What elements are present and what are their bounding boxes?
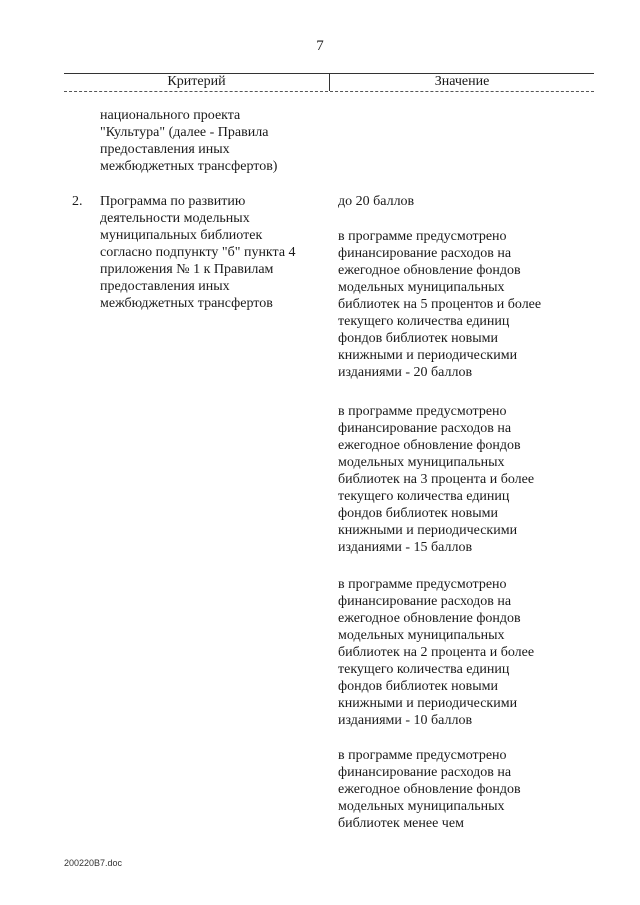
header-rule-bottom [64, 91, 594, 92]
value-option-10: в программе предусмотрено финансирование расходов на ежегодное обновление фондов модельных муниципальных библиотек на 2 процента и более текущего количества единиц фондов библиотек новыми книжными и периодическими изданиями - 10 баллов [338, 577, 535, 728]
value-max-score: до 20 баллов [338, 194, 415, 209]
row-number: 2. [72, 194, 83, 209]
value-option-15: в программе предусмотрено финансирование расходов на ежегодное обновление фондов модельных муниципальных библиотек на 3 процента и более текущего количества единиц фондов библиотек новыми книжными и периодическими изданиями - 15 баллов [338, 404, 535, 555]
criteria-continuation: национального проекта "Культура" (далее - Правила предоставления иных межбюджетных трансфертов) [100, 108, 278, 174]
value-option-less: в программе предусмотрено финансирование расходов на ежегодное обновление фондов модельных муниципальных библиотек менее чем [338, 748, 521, 831]
criteria-text: Программа по развитию деятельности модельных муниципальных библиотек согласно подпункту "б" пункта 4 приложения № 1 к Правилам предоставления иных межбюджетных трансфертов [100, 194, 296, 311]
column-header-value: Значение [434, 74, 490, 89]
value-option-20: в программе предусмотрено финансирование расходов на ежегодное обновление фондов модельных муниципальных библиотек на 5 процентов и более текущего количества единиц фондов библиотек новыми книжными и периодическими изданиями - 20 баллов [338, 229, 542, 380]
column-header-criteria: Критерий [167, 74, 226, 89]
page-number: 7 [316, 38, 324, 54]
footer-filename: 200220B7.doc [64, 858, 123, 868]
